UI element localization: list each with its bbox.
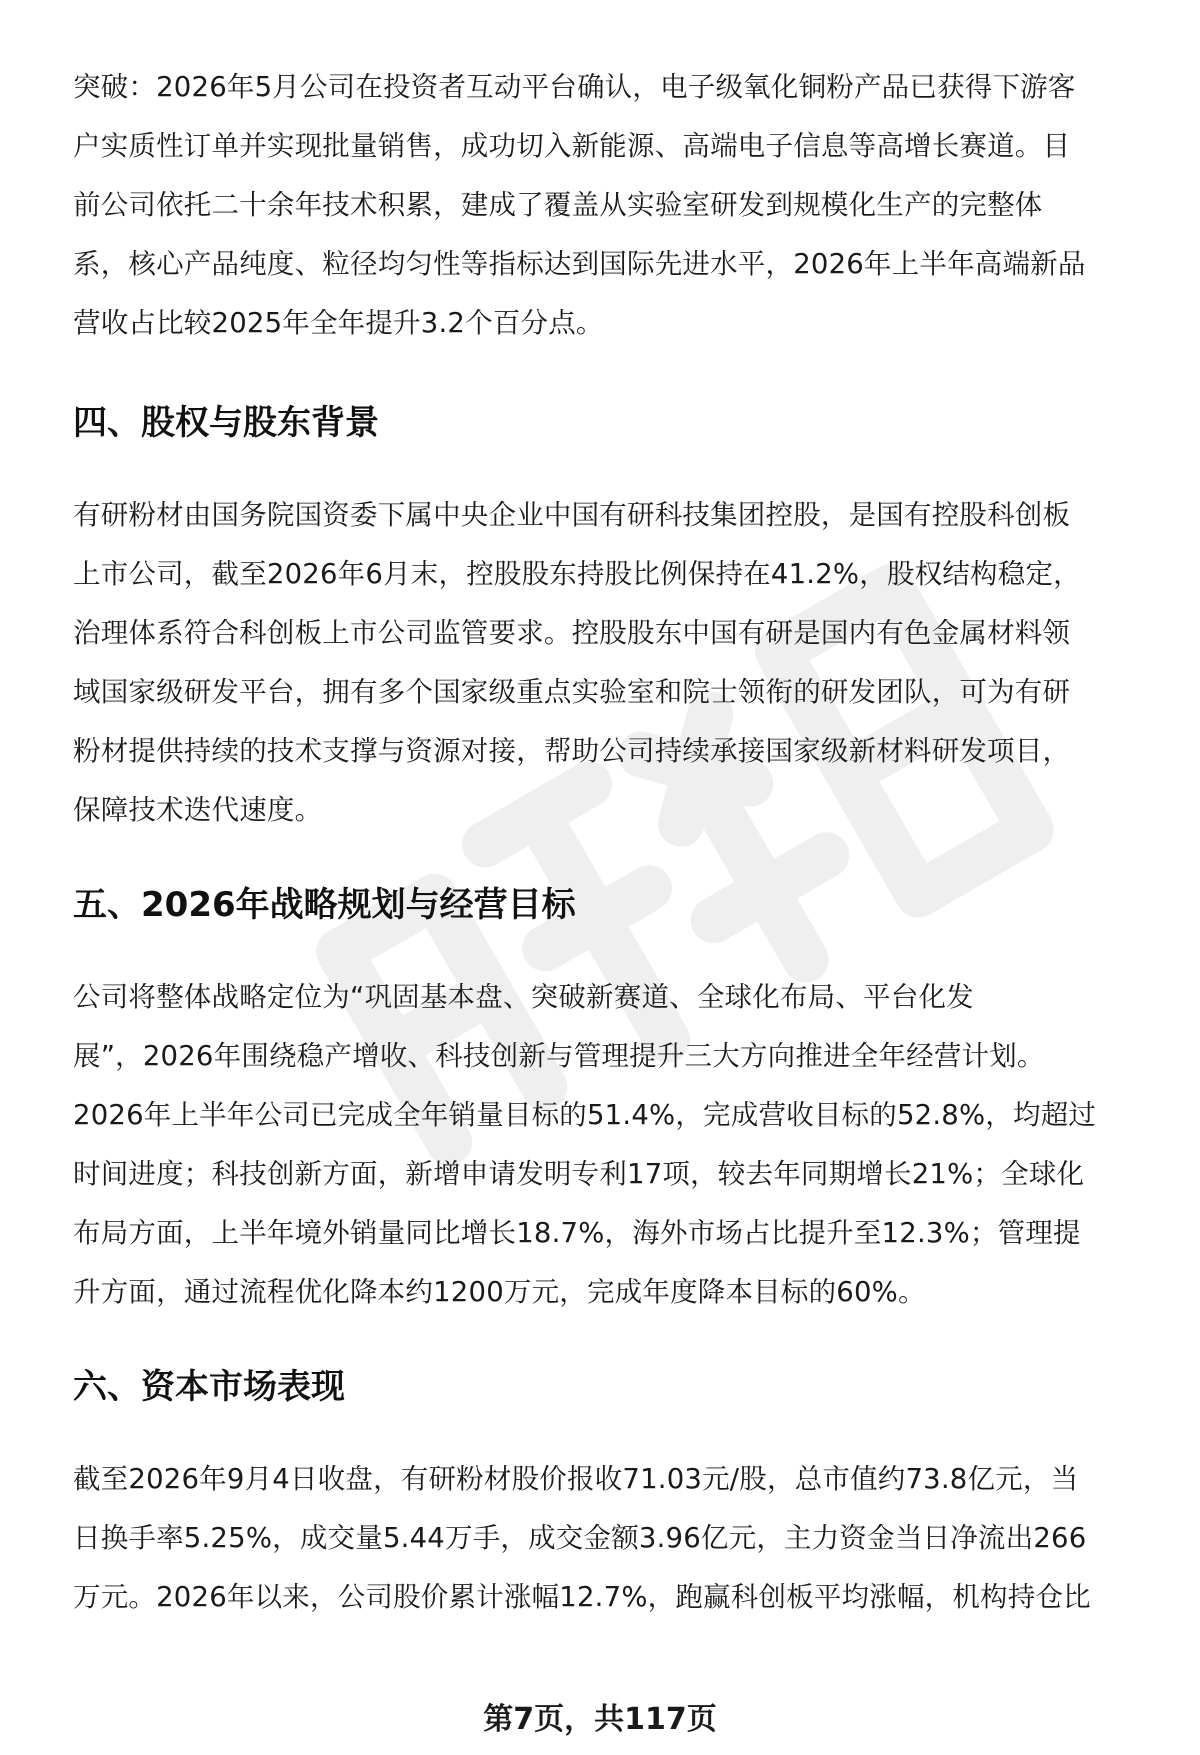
paragraph-equity [73, 486, 1148, 840]
section-heading-capital-market: 六、资本市场表现 [73, 1367, 345, 1407]
text-line: 突破：2026年5月公司在投资者互动平台确认，电子级氧化铜粉产品已获得下游客 [73, 71, 1076, 103]
text-line: 截至2026年9月4日收盘，有研粉材股价报收71.03元/股，总市值约73.8亿元，当 [73, 1463, 1079, 1495]
text-line: 营收占比较2025年全年提升3.2个百分点。 [73, 307, 604, 339]
text-line: 户实质性订单并实现批量销售，成功切入新能源、高端电子信息等高增长赛道。目 [73, 130, 1071, 162]
text-line: 域国家级研发平台，拥有多个国家级重点实验室和院士领衔的研发团队，可为有研 [73, 676, 1071, 708]
section-heading-strategy: 五、2026年战略规划与经营目标 [73, 885, 576, 925]
section-heading-equity: 四、股权与股东背景 [73, 403, 379, 443]
text-line: 上市公司，截至2026年6月末，控股股东持股比例保持在41.2%，股权结构稳定， [73, 558, 1081, 590]
text-line: 前公司依托二十余年技术积累，建成了覆盖从实验室研发到规模化生产的完整体 [73, 189, 1043, 221]
page-number-footer: 第7页，共117页 [483, 1702, 717, 1737]
paragraph-breakthrough [73, 58, 1148, 353]
text-line: 布局方面，上半年境外销量同比增长18.7%，海外市场占比提升至12.3%；管理提 [73, 1217, 1081, 1249]
text-line: 日换手率5.25%，成交量5.44万手，成交金额3.96亿元，主力资金当日净流出266 [73, 1522, 1087, 1554]
text-line: 时间进度；科技创新方面，新增申请发明专利17项，较去年同期增长21%；全球化 [73, 1158, 1085, 1190]
text-line: 有研粉材由国务院国资委下属中央企业中国有研科技集团控股，是国有控股科创板 [73, 499, 1071, 531]
text-line: 公司将整体战略定位为“巩固基本盘、突破新赛道、全球化布局、平台化发 [73, 981, 974, 1013]
text-line: 治理体系符合科创板上市公司监管要求。控股股东中国有研是国内有色金属材料领 [73, 617, 1071, 649]
text-line: 万元。2026年以来，公司股价累计涨幅12.7%，跑赢科创板平均涨幅，机构持仓比 [73, 1581, 1091, 1613]
text-line: 升方面，通过流程优化降本约1200万元，完成年度降本目标的60%。 [73, 1276, 926, 1308]
paragraph-strategy [73, 968, 1148, 1322]
text-line: 粉材提供持续的技术支撑与资源对接，帮助公司持续承接国家级新材料研发项目， [73, 735, 1071, 767]
paragraph-capital-market [73, 1450, 1148, 1627]
text-line: 系，核心产品纯度、粒径均匀性等指标达到国际先进水平，2026年上半年高端新品 [73, 248, 1086, 280]
text-line: 展”，2026年围绕稳产增收、科技创新与管理提升三大方向推进全年经营计划。 [73, 1040, 1045, 1072]
text-line: 保障技术迭代速度。 [73, 794, 323, 826]
text-line: 2026年上半年公司已完成全年销量目标的51.4%，完成营收目标的52.8%，均超过 [73, 1099, 1097, 1131]
